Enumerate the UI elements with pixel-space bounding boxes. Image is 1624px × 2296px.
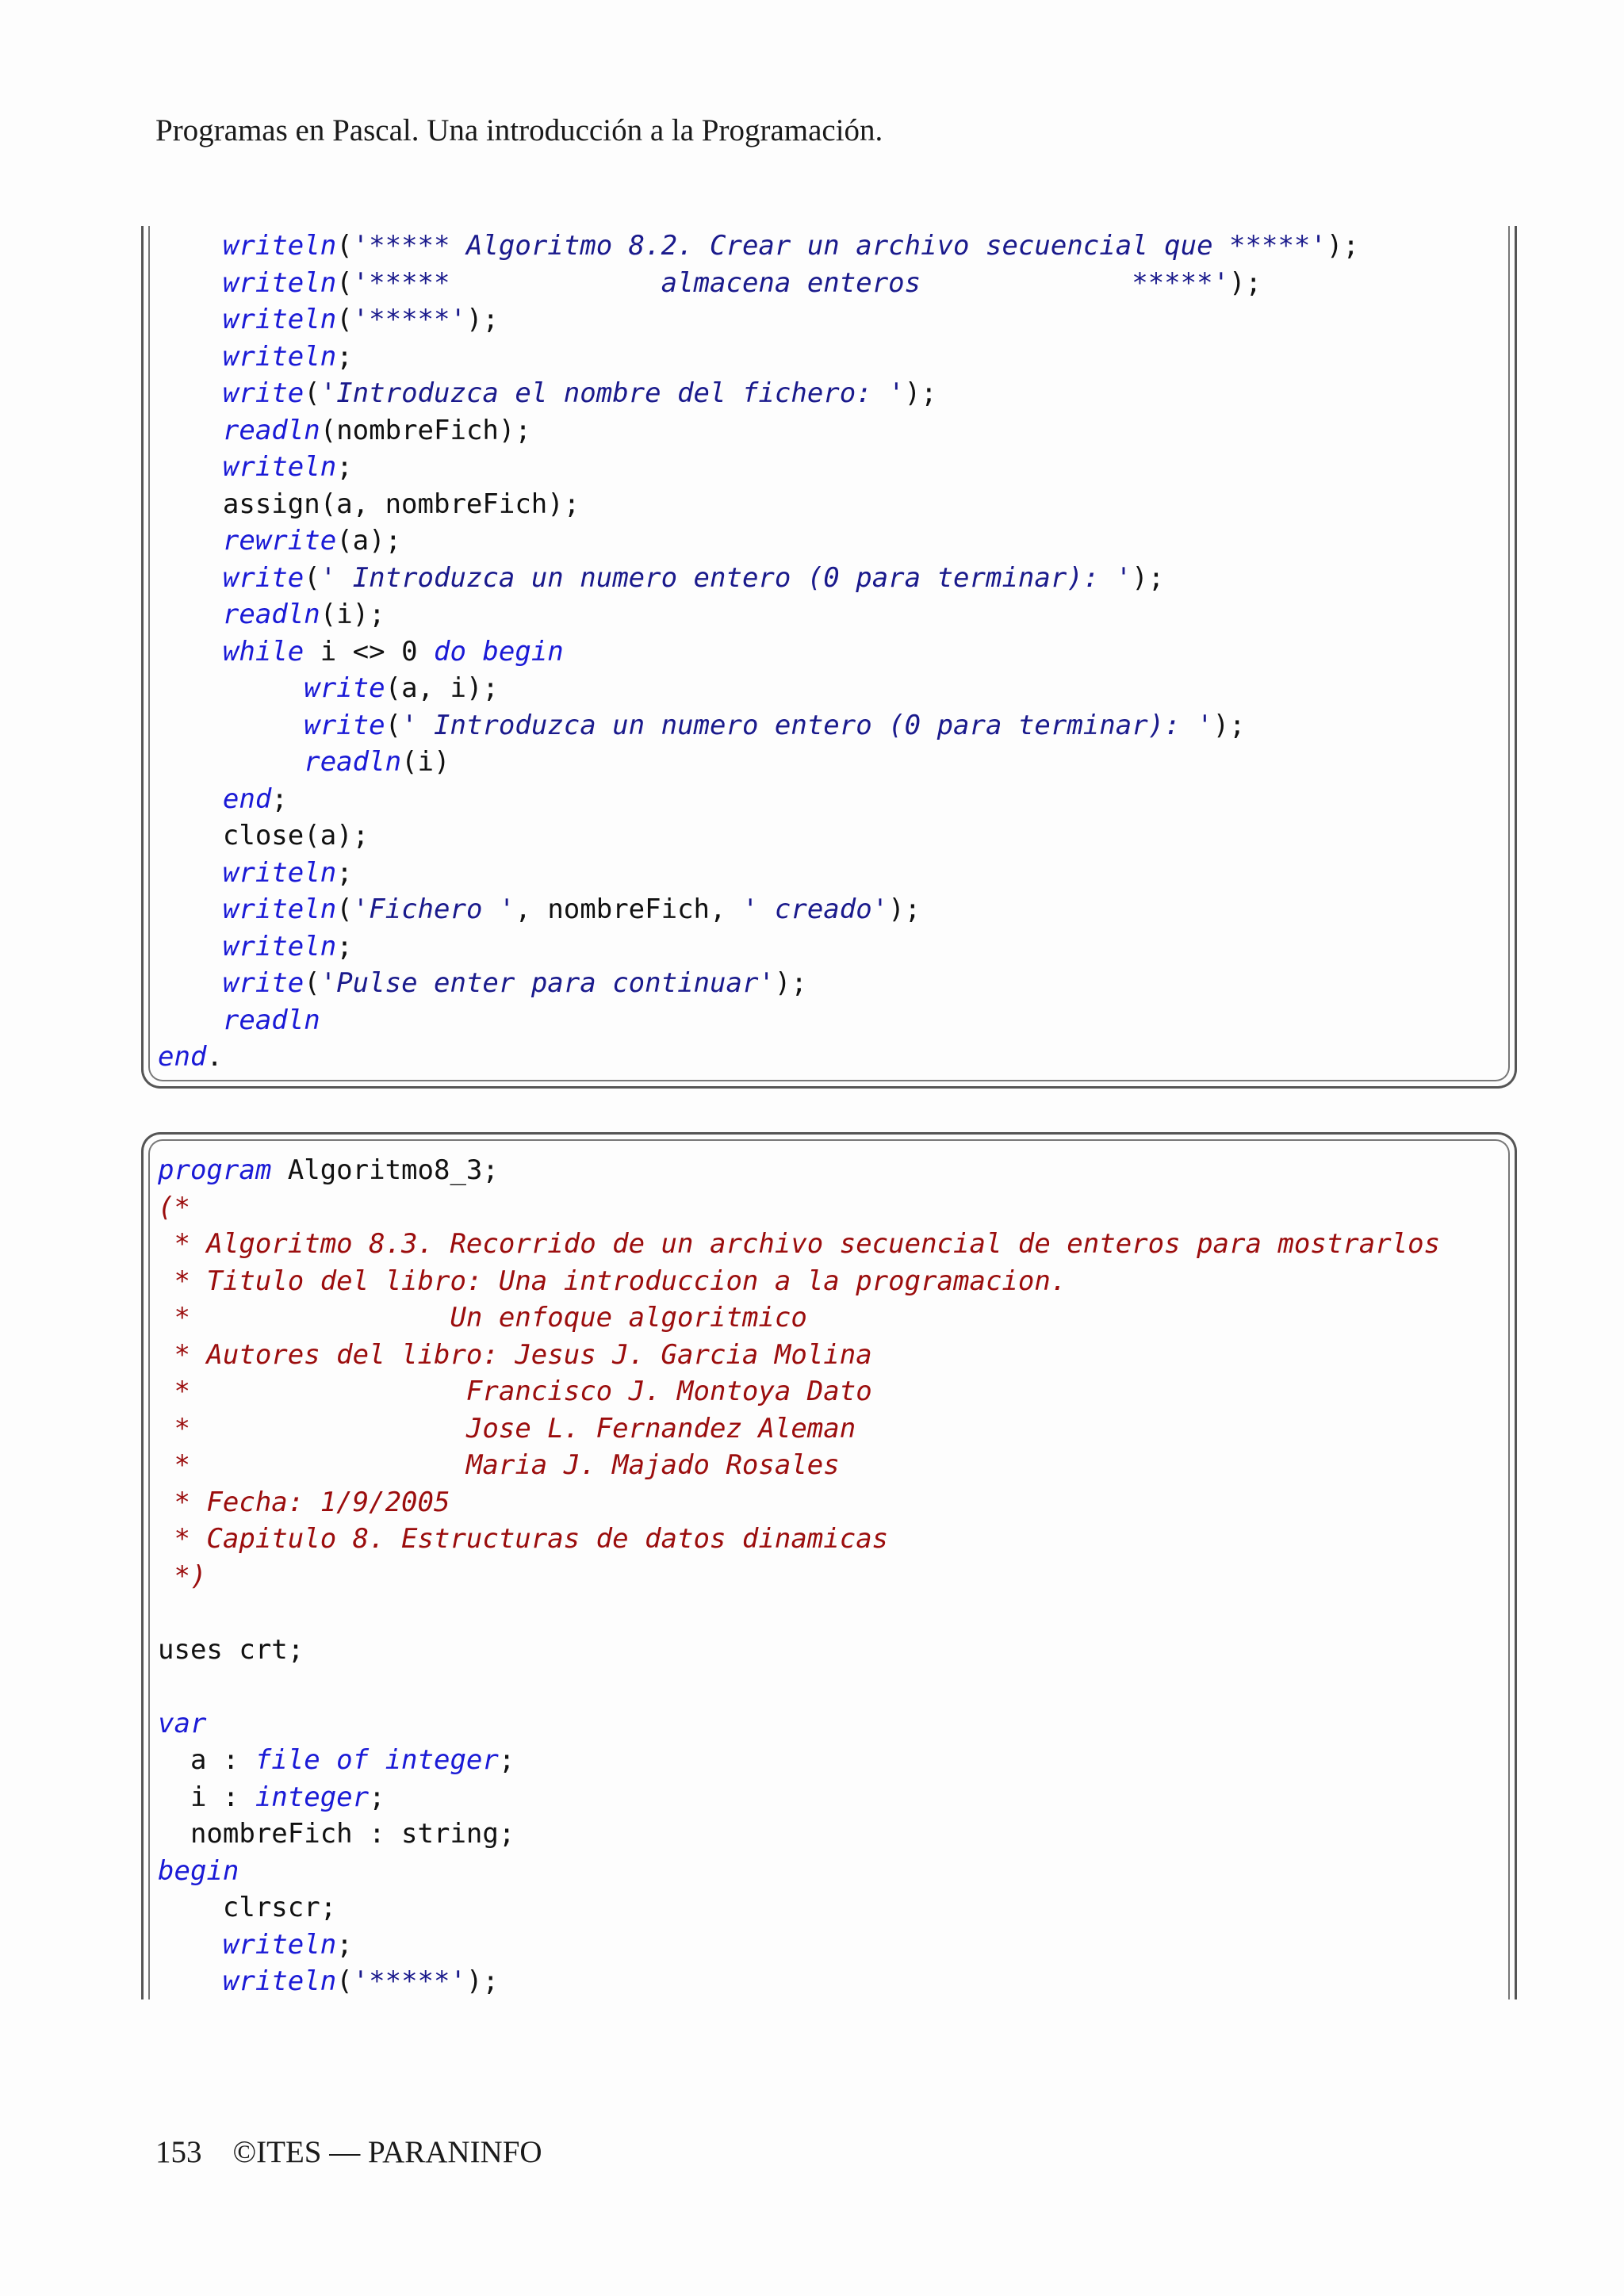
code-token-plain: i <> 0 bbox=[304, 635, 435, 668]
code-line bbox=[158, 1337, 1515, 1374]
code-token-plain bbox=[158, 1929, 223, 1961]
code-token-kw: readln bbox=[222, 414, 320, 446]
code-line bbox=[158, 1263, 1515, 1300]
code-token-plain: . bbox=[206, 1041, 223, 1073]
code-line bbox=[158, 1039, 1515, 1076]
code-token-plain: ); bbox=[1132, 561, 1165, 594]
code-token-plain bbox=[158, 451, 223, 483]
code-token-plain: ; bbox=[336, 451, 353, 483]
code-token-kw: begin bbox=[158, 1854, 239, 1887]
code-line bbox=[158, 1705, 1515, 1743]
code-token-plain: (i) bbox=[401, 746, 450, 778]
code-token-plain bbox=[158, 599, 223, 630]
code-token-cmt: * Titulo del libro: Una introduccion a la programacion. bbox=[158, 1265, 1067, 1297]
code-token-plain: , nombreFich, bbox=[515, 894, 742, 925]
code-token-plain bbox=[158, 894, 223, 925]
code-line bbox=[158, 1152, 1515, 1189]
code-token-kw: rewrite bbox=[222, 525, 337, 557]
code-line bbox=[158, 1484, 1515, 1521]
code-token-str: ' Introduzca un numero entero (0 para terminar): ' bbox=[401, 709, 1213, 741]
code-token-plain: ); bbox=[888, 894, 921, 925]
code-token-plain bbox=[158, 562, 223, 594]
code-line bbox=[158, 596, 1515, 633]
code-token-plain: uses crt; bbox=[158, 1633, 304, 1666]
code-line bbox=[158, 1742, 1515, 1779]
code-token-str: 'Introduzca el nombre del fichero: ' bbox=[320, 377, 905, 409]
code-token-cmt: *) bbox=[158, 1559, 207, 1592]
code-line bbox=[158, 412, 1515, 450]
copyright-text: ©ITES — PARANINFO bbox=[232, 2135, 542, 2169]
code-line bbox=[158, 1594, 1515, 1632]
code-token-plain: ); bbox=[904, 377, 937, 409]
code-line bbox=[158, 855, 1515, 892]
code-token-plain: ( bbox=[336, 1965, 353, 1997]
code-token-plain bbox=[158, 710, 304, 741]
code-token-str: '*****' bbox=[352, 304, 466, 335]
code-line bbox=[158, 301, 1515, 339]
code-token-plain: (a); bbox=[336, 525, 402, 557]
code-token-plain bbox=[158, 636, 223, 668]
code-token-kw: writeln bbox=[222, 451, 337, 483]
code-token-cmt: * Fecha: 1/9/2005 bbox=[158, 1486, 450, 1518]
code-line bbox=[158, 891, 1515, 928]
code-token-cmt: * Algoritmo 8.3. Recorrido de un archivo secuencial de enteros para mostrarlos bbox=[158, 1228, 1441, 1260]
code-token-plain: ; bbox=[271, 783, 288, 815]
code-token-plain: ); bbox=[1212, 709, 1246, 741]
code-line bbox=[158, 1632, 1515, 1669]
code-line bbox=[158, 1410, 1515, 1448]
code-token-plain: ; bbox=[336, 930, 353, 962]
code-line bbox=[158, 449, 1515, 486]
code-token-plain: ); bbox=[1326, 230, 1359, 262]
code-token-plain: ( bbox=[336, 894, 353, 925]
code-token-plain: ( bbox=[304, 561, 320, 594]
code-token-kw: writeln bbox=[222, 230, 337, 262]
code-token-kw: writeln bbox=[222, 1965, 337, 1997]
code-token-plain: clrscr; bbox=[158, 1892, 337, 1923]
code-token-kw: readln bbox=[222, 599, 320, 630]
code-token-kw: var bbox=[158, 1707, 207, 1739]
code-token-kw: writeln bbox=[222, 340, 337, 373]
code-line bbox=[158, 965, 1515, 1002]
code-token-plain: ; bbox=[336, 856, 353, 889]
code-token-plain bbox=[158, 1004, 223, 1036]
code-token-kw: write bbox=[304, 672, 385, 704]
code-line bbox=[158, 486, 1515, 523]
code-token-str: '*****' bbox=[352, 1965, 466, 1997]
code-token-plain: (a, i); bbox=[385, 672, 499, 704]
code-token-plain bbox=[158, 746, 304, 778]
code-line bbox=[158, 707, 1515, 744]
code-token-plain: nombreFich : string; bbox=[158, 1818, 515, 1850]
code-line bbox=[158, 1558, 1515, 1595]
code-token-cmt: * Capitulo 8. Estructuras de datos dinamicas bbox=[158, 1523, 889, 1555]
code-token-plain bbox=[158, 672, 304, 704]
code-line bbox=[158, 1447, 1515, 1484]
code-lines bbox=[158, 228, 1515, 1076]
code-token-cmt: * Jose L. Fernandez Aleman bbox=[158, 1412, 856, 1445]
code-token-kw: writeln bbox=[222, 856, 337, 889]
code-token-kw: writeln bbox=[222, 930, 337, 962]
code-token-plain: close(a); bbox=[158, 820, 370, 851]
code-line bbox=[158, 1853, 1515, 1890]
code-token-plain: i : bbox=[158, 1781, 255, 1813]
code-line bbox=[158, 1373, 1515, 1410]
code-token-str: ' Introduzca un numero entero (0 para terminar): ' bbox=[320, 561, 1132, 594]
code-line bbox=[158, 1889, 1515, 1927]
page-number: 153 bbox=[155, 2135, 202, 2169]
code-token-kw: program bbox=[158, 1154, 272, 1186]
code-token-plain bbox=[158, 1965, 223, 1997]
code-token-plain: ( bbox=[304, 967, 320, 999]
code-token-kw: readln bbox=[222, 1004, 320, 1036]
code-token-plain: ); bbox=[1229, 266, 1262, 299]
code-line bbox=[158, 339, 1515, 376]
code-line bbox=[158, 1779, 1515, 1816]
code-token-cmt: * Un enfoque algoritmico bbox=[158, 1302, 807, 1334]
code-line bbox=[158, 522, 1515, 560]
code-line bbox=[158, 1927, 1515, 1964]
code-line bbox=[158, 228, 1515, 265]
code-token-kw: writeln bbox=[222, 1928, 337, 1961]
code-token-plain: a : bbox=[158, 1744, 255, 1776]
code-line bbox=[158, 1963, 1515, 2000]
code-token-kw: while bbox=[222, 635, 304, 668]
code-token-kw: write bbox=[304, 709, 385, 741]
code-line bbox=[158, 781, 1515, 818]
code-line bbox=[158, 375, 1515, 412]
code-token-kw: write bbox=[222, 377, 304, 409]
code-token-plain bbox=[158, 267, 223, 299]
code-token-plain: ); bbox=[774, 967, 807, 999]
code-line bbox=[158, 265, 1515, 302]
code-listing-algoritmo-8-3 bbox=[141, 1132, 1517, 1999]
code-token-plain: ( bbox=[336, 304, 353, 335]
code-token-plain bbox=[158, 525, 223, 557]
code-token-plain bbox=[158, 931, 223, 962]
code-token-kw: writeln bbox=[222, 304, 337, 335]
code-token-kw: writeln bbox=[222, 894, 337, 925]
code-token-str: ' creado' bbox=[741, 894, 889, 925]
code-token-kw: write bbox=[222, 561, 304, 594]
code-token-plain: ( bbox=[385, 709, 402, 741]
code-token-plain: assign(a, nombreFich); bbox=[158, 488, 580, 520]
code-token-cmt: * Maria J. Majado Rosales bbox=[158, 1449, 840, 1481]
code-token-kw: end bbox=[222, 783, 272, 815]
code-token-plain: ); bbox=[465, 304, 499, 335]
code-token-plain: ; bbox=[336, 340, 353, 373]
code-token-str: '***** Algoritmo 8.2. Crear un archivo secuencial que *****' bbox=[352, 230, 1327, 262]
page-footer bbox=[155, 2134, 542, 2170]
code-token-cmt: * Francisco J. Montoya Dato bbox=[158, 1376, 872, 1407]
code-line bbox=[158, 670, 1515, 707]
code-token-kw: writeln bbox=[222, 266, 337, 299]
code-token-plain bbox=[158, 230, 223, 262]
code-token-str: '***** almacena enteros *****' bbox=[352, 266, 1230, 299]
code-line bbox=[158, 1816, 1515, 1853]
code-line bbox=[158, 1668, 1515, 1705]
code-line bbox=[158, 1002, 1515, 1039]
code-token-kw: file of integer bbox=[255, 1744, 499, 1776]
code-token-kw: do begin bbox=[434, 635, 564, 668]
code-token-plain: (nombreFich); bbox=[320, 414, 531, 446]
code-token-plain bbox=[158, 415, 223, 446]
code-token-str: 'Pulse enter para continuar' bbox=[320, 967, 775, 999]
code-lines bbox=[158, 1152, 1515, 2000]
code-token-plain: ; bbox=[369, 1781, 385, 1813]
code-token-kw: write bbox=[222, 967, 304, 999]
code-token-str: 'Fichero ' bbox=[352, 894, 515, 925]
code-token-plain: ; bbox=[336, 1928, 353, 1961]
code-line bbox=[158, 633, 1515, 671]
code-line bbox=[158, 817, 1515, 855]
code-token-plain: ); bbox=[465, 1965, 499, 1997]
code-listing-algoritmo-8-2-end bbox=[141, 226, 1517, 1089]
code-token-plain: Algoritmo8_3; bbox=[271, 1154, 499, 1186]
code-line bbox=[158, 1521, 1515, 1558]
code-token-plain: ( bbox=[336, 266, 353, 299]
code-token-kw: end bbox=[158, 1041, 207, 1073]
code-line bbox=[158, 928, 1515, 966]
code-token-kw: readln bbox=[304, 746, 402, 778]
code-token-cmt: * Autores del libro: Jesus J. Garcia Molina bbox=[158, 1338, 872, 1371]
code-token-plain bbox=[158, 857, 223, 889]
page-header: Programas en Pascal. Una introducción a la Programación. bbox=[155, 113, 883, 147]
code-token-cmt: (* bbox=[158, 1191, 190, 1223]
code-line bbox=[158, 560, 1515, 597]
code-token-plain bbox=[158, 967, 223, 999]
code-token-plain bbox=[158, 377, 223, 409]
code-line bbox=[158, 1299, 1515, 1337]
code-line bbox=[158, 1226, 1515, 1263]
code-line bbox=[158, 744, 1515, 781]
code-token-plain: ; bbox=[498, 1744, 515, 1776]
code-token-plain: ( bbox=[304, 377, 320, 409]
code-token-plain: (i); bbox=[320, 599, 385, 630]
code-token-plain bbox=[158, 783, 223, 815]
code-token-plain bbox=[158, 341, 223, 373]
code-token-plain: ( bbox=[336, 230, 353, 262]
code-line bbox=[158, 1189, 1515, 1226]
code-token-plain bbox=[158, 304, 223, 335]
code-token-kw: integer bbox=[255, 1781, 370, 1813]
